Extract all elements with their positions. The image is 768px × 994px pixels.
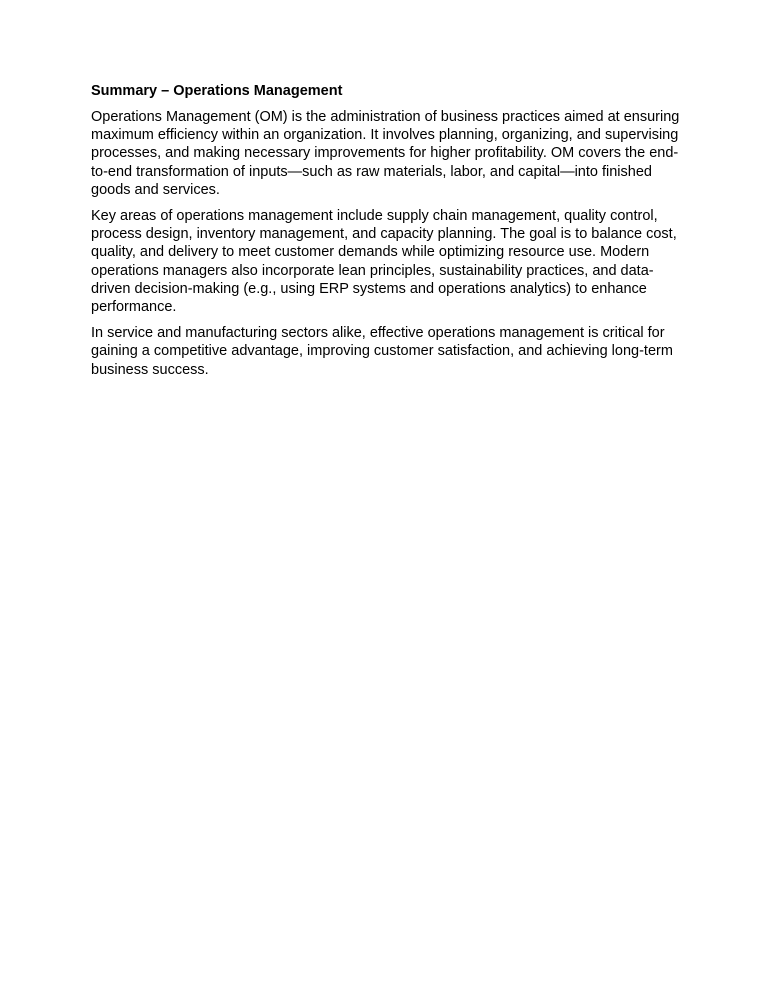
paragraph-definition: Operations Management (OM) is the administration of business practices aimed at ensuring maximum efficiency within an organization. It involves planning, organizing, and supervising processes, and making necessary improvements for higher profitability. OM covers the end-to-end transformation of inputs—such as raw materials, labor, and capital—into finished goods and services.: [91, 109, 680, 198]
document-title: Summary – Operations Management: [91, 83, 343, 99]
paragraph-conclusion: In service and manufacturing sectors alike, effective operations management is critical for gaining a competitive advantage, improving customer satisfaction, and achieving long-term business success.: [91, 325, 673, 378]
document-page: [91, 82, 681, 387]
paragraph-key-areas: Key areas of operations management include supply chain management, quality control, process design, inventory management, and capacity planning. The goal is to balance cost, quality, and delivery to meet customer demands while optimizing resource use. Modern operations managers also incorporate lean principles, sustainability practices, and data-driven decision-making (e.g., using ERP systems and operations analytics) to enhance performance.: [91, 208, 677, 316]
